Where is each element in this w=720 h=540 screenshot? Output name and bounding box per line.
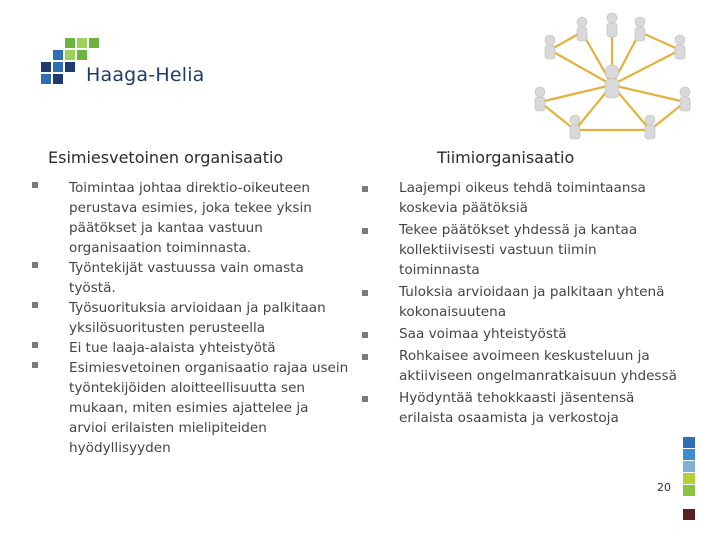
list-item: [362, 282, 678, 322]
person-icon: [545, 35, 555, 59]
person-icon: [675, 35, 685, 59]
person-icon: [680, 87, 690, 111]
bullet-icon: [362, 354, 368, 360]
bullet-icon: [32, 342, 38, 348]
bullet-icon: [32, 262, 38, 268]
logo-square: [77, 50, 87, 60]
list-item: [32, 258, 350, 298]
person-icon: [645, 115, 655, 139]
bullet-icon: [362, 290, 368, 296]
color-bar-segment: [683, 497, 695, 508]
left-column-heading: Esimiesvetoinen organisaatio: [48, 148, 284, 167]
logo-square: [41, 74, 51, 84]
list-item-text: Toimintaa johtaa direktio-oikeuteen perustava esimies, joka tekee yksin päätökset ja kantaa vastuun organisaation toiminnasta.: [69, 180, 312, 256]
logo-square: [53, 50, 63, 60]
list-item-text: Tuloksia arvioidaan ja palkitaan yhtenä kokonaisuutena: [399, 284, 665, 320]
right-column-heading: Tiimiorganisaatio: [437, 148, 575, 167]
logo-square: [65, 62, 75, 72]
bullet-icon: [362, 396, 368, 402]
logo-square: [53, 74, 63, 84]
logo-square: [65, 50, 75, 60]
bullet-icon: [362, 228, 368, 234]
haaga-helia-logo: [40, 36, 210, 92]
list-item-text: Rohkaisee avoimeen keskusteluun ja aktiiviseen ongelmanratkaisuun yhdessä: [399, 348, 677, 384]
list-item: [362, 178, 678, 218]
list-item: [362, 324, 678, 344]
color-bar-segment: [683, 461, 695, 472]
page-number: 20: [657, 481, 671, 494]
brand-color-bar: [683, 437, 695, 521]
person-icon: [577, 17, 587, 41]
person-figures: [535, 13, 690, 139]
list-item-text: Työntekijät vastuussa vain omasta työstä.: [69, 260, 304, 296]
bullet-icon: [362, 186, 368, 192]
list-item-text: Esimiesvetoinen organisaatio rajaa usein työntekijöiden aloitteellisuutta sen mukaan, miten esimies ajattelee ja arvioi erilaisten mielipiteiden hyödyllisyyden: [69, 360, 349, 456]
color-bar-segment: [683, 437, 695, 448]
list-item-text: Saa voimaa yhteistyöstä: [399, 326, 567, 342]
list-item: [32, 338, 350, 358]
bullet-icon: [362, 332, 368, 338]
list-item-text: Ei tue laaja-alaista yhteistyötä: [69, 340, 276, 356]
color-bar-segment: [683, 485, 695, 496]
logo-square: [53, 62, 63, 72]
logo-square: [77, 38, 87, 48]
list-item-text: Laajempi oikeus tehdä toimintaansa koskevia päätöksiä: [399, 180, 646, 216]
logo-square: [89, 38, 99, 48]
list-item-text: Hyödyntää tehokkaasti jäsentensä erilaista osaamista ja verkostoja: [399, 390, 635, 426]
list-item-text: Työsuorituksia arvioidaan ja palkitaan yksilösuoritusten perusteella: [69, 300, 326, 336]
person-icon: [570, 115, 580, 139]
color-bar-segment: [683, 449, 695, 460]
person-icon: [607, 13, 617, 37]
list-item: [32, 178, 350, 258]
bullet-icon: [32, 362, 38, 368]
logo-square: [41, 62, 51, 72]
logo-text: Haaga-Helia: [86, 64, 205, 86]
left-bullet-list: [32, 178, 350, 458]
color-bar-segment: [683, 473, 695, 484]
list-item: [32, 298, 350, 338]
list-item: [362, 220, 678, 280]
person-icon: [535, 87, 545, 111]
person-icon-center: [605, 65, 619, 98]
people-network-illustration: [520, 10, 705, 145]
color-bar-segment: [683, 509, 695, 520]
list-item-text: Tekee päätökset yhdessä ja kantaa kollektiivisesti vastuun tiimin toiminnasta: [399, 222, 638, 278]
logo-square: [65, 38, 75, 48]
list-item: [362, 388, 678, 428]
bullet-icon: [32, 182, 38, 188]
bullet-icon: [32, 302, 38, 308]
person-icon: [635, 17, 645, 41]
right-bullet-list: [362, 178, 678, 430]
list-item: [362, 346, 678, 386]
list-item: [32, 358, 350, 458]
